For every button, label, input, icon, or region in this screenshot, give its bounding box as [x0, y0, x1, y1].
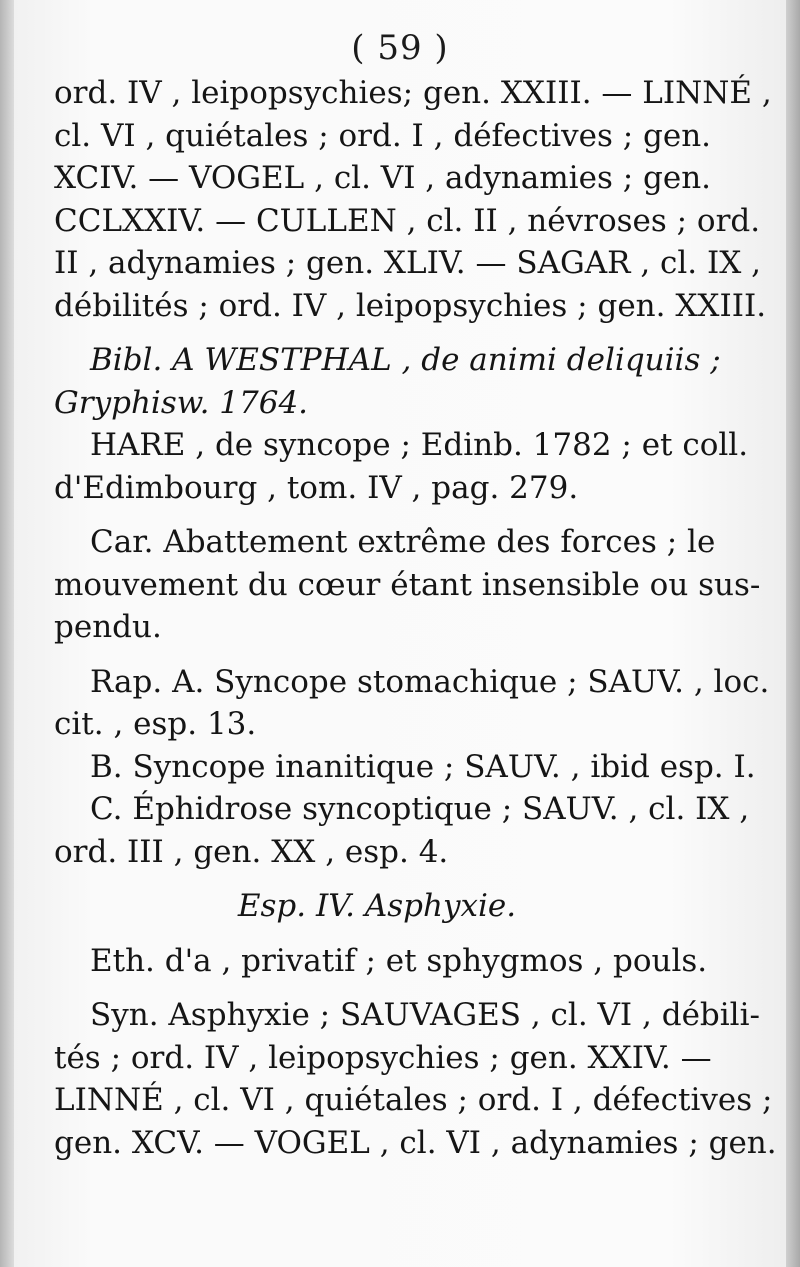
bibliography-line: Gryphisw. 1764.	[54, 384, 309, 421]
characters-line: Car. Abattement extrême des forces ; le	[90, 524, 716, 560]
bibliography-line: HARE , de syncope ; Edinb. 1782 ; et coll.	[90, 427, 749, 463]
species-heading: Esp. IV. Asphyxie.	[237, 888, 517, 924]
book-page	[14, 0, 786, 1267]
bibliography-line: Bibl. A WESTPHAL , de animi deliquiis ;	[90, 342, 721, 378]
characters-line: pendu.	[54, 609, 162, 645]
text-line: cl. VI , quiétales ; ord. I , défectives ; gen.	[54, 117, 712, 154]
page-text	[54, 72, 777, 1164]
variety-line: cit. , esp. 13.	[54, 706, 257, 742]
synonymy-line: gen. XCV. — VOGEL , cl. VI , adynamies ; gen.	[54, 1124, 777, 1161]
bibliography-line: d'Edimbourg , tom. IV , pag. 279.	[54, 469, 579, 506]
text-line: CCLXXIV. — CULLEN , cl. II , névroses ; ord.	[54, 202, 761, 239]
synonymy-line: tés ; ord. IV , leipopsychies ; gen. XXIV. —	[54, 1039, 712, 1076]
text-line: II , adynamies ; gen. XLIV. — SAGAR , cl. IX ,	[54, 245, 762, 281]
page-shadow-left	[0, 0, 14, 1267]
synonymy-line: LINNÉ , cl. VI , quiétales ; ord. I , défectives ;	[54, 1082, 773, 1118]
text-line: ord. IV , leipopsychies; gen. XXIII. — LINNÉ ,	[54, 75, 772, 111]
page-shadow-right	[786, 0, 800, 1267]
variety-line: ord. III , gen. XX , esp. 4.	[54, 833, 449, 870]
text-line: débilités ; ord. IV , leipopsychies ; gen. XXIII.	[54, 287, 767, 324]
text-line: XCIV. — VOGEL , cl. VI , adynamies ; gen.	[54, 160, 712, 196]
etymology-line: Eth. d'a , privatif ; et sphygmos , pouls.	[90, 942, 708, 979]
variety-line: B. Syncope inanitique ; SAUV. , ibid esp. I.	[90, 748, 756, 785]
variety-line: C. Éphidrose syncoptique ; SAUV. , cl. IX ,	[90, 791, 750, 827]
page-number: ( 59 )	[351, 28, 449, 68]
characters-line: mouvement du cœur étant insensible ou sus-	[54, 566, 761, 603]
synonymy-line: Syn. Asphyxie ; SAUVAGES , cl. VI , débili-	[90, 997, 760, 1033]
variety-line: Rap. A. Syncope stomachique ; SAUV. , loc.	[90, 663, 770, 700]
